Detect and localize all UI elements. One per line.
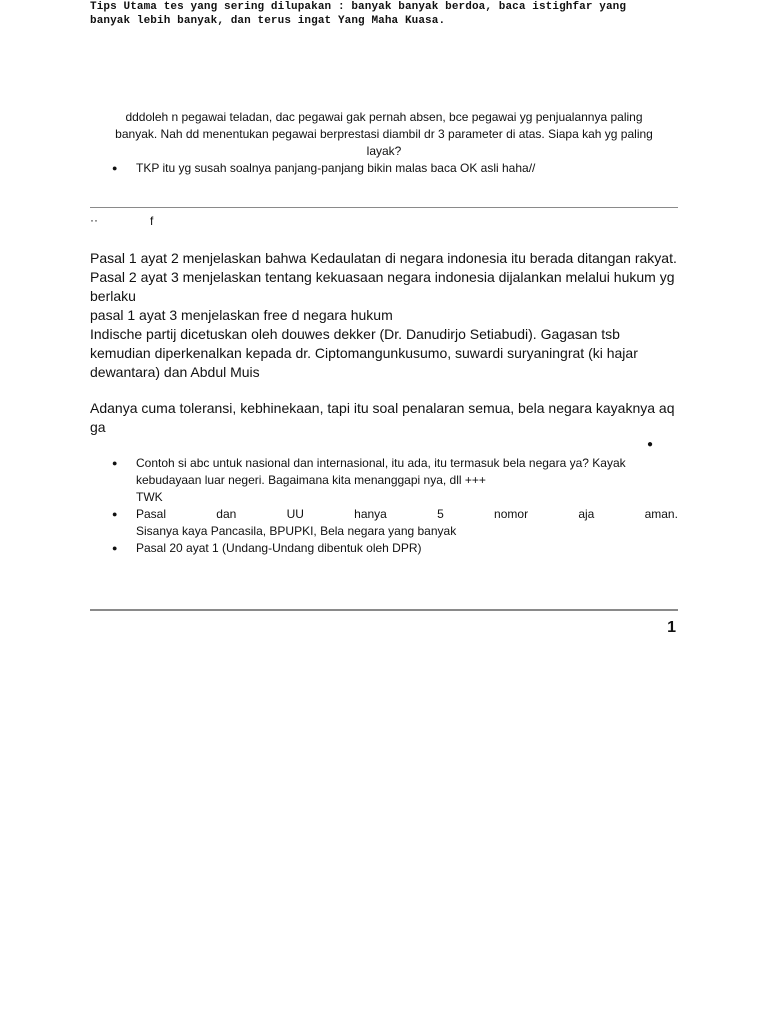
adanya-line-1: Adanya cuma toleransi, kebhinekaan, tapi itu soal penalaran semua, bela negara kayaknya aq <box>90 400 675 416</box>
adanya-paragraph <box>90 399 680 437</box>
tips-line-1: Tips Utama tes yang sering dilupakan : banyak banyak berdoa, baca istighfar yang <box>90 1 627 13</box>
stray-f-mark: f <box>150 214 154 228</box>
word: aman. <box>644 507 678 521</box>
list-item <box>112 506 678 540</box>
pasal-line-2: Pasal 2 ayat 3 menjelaskan tentang kekuasaan negara indonesia dijalankan melalui hukum yg <box>90 269 675 285</box>
tips-heading <box>90 0 690 28</box>
page-number: 1 <box>667 619 676 636</box>
list-item <box>112 455 678 506</box>
intro-line-3: layak? <box>366 144 402 158</box>
list-item-line: Contoh si abc untuk nasional dan internasional, itu ada, itu termasuk bela negara ya? Kayak <box>136 456 626 470</box>
list-item-line: kebudayaan luar negeri. Bagaimana kita menanggapi nya, dll +++ <box>136 473 486 487</box>
intro-line-1: dddoleh n pegawai teladan, dac pegawai gak pernah absen, bce pegawai yg penjualannya paling <box>125 110 643 124</box>
tkp-list <box>112 160 678 177</box>
intro-line-2: banyak. Nah dd menentukan pegawai berprestasi diambil dr 3 parameter di atas. Siapa kah yg paling <box>115 127 653 141</box>
tips-line-2: banyak lebih banyak, dan terus ingat Yang Maha Kuasa. <box>90 15 446 27</box>
pasal-line-5: Indische partij dicetuskan oleh douwes dekker (Dr. Danudirjo Setiabudi). Gagasan tsb <box>90 326 620 342</box>
word: hanya <box>354 507 387 521</box>
pasal-line-7: dewantara) dan Abdul Muis <box>90 364 260 380</box>
list-item <box>112 540 678 557</box>
pasal-line-6: kemudian diperkenalkan kepada dr. Ciptomangunkusumo, suwardi suryaningrat (ki hajar <box>90 345 638 361</box>
stray-dots-mark: ·· <box>90 213 98 227</box>
adanya-line-2: ga <box>90 419 106 435</box>
word: dan <box>216 507 237 521</box>
intro-paragraph <box>92 109 676 160</box>
pasal-paragraph <box>90 249 680 382</box>
divider-bottom <box>90 609 678 611</box>
list-item-line: Pasal 20 ayat 1 (Undang-Undang dibentuk oleh DPR) <box>136 541 422 555</box>
pasal-line-3: berlaku <box>90 288 136 304</box>
pasal-line-1: Pasal 1 ayat 2 menjelaskan bahwa Kedaulatan di negara indonesia itu berada ditangan rakyat. <box>90 250 677 266</box>
bullet-icon: ● <box>112 543 118 553</box>
list-item-line: TWK <box>136 490 163 504</box>
word: aja <box>578 507 595 521</box>
list-item-text: TKP itu yg susah soalnya panjang-panjang bikin malas baca OK asli haha// <box>136 161 536 175</box>
list-item <box>112 160 678 177</box>
word: nomor <box>494 507 529 521</box>
word: Pasal <box>136 507 167 521</box>
bullet-icon: ● <box>112 509 118 519</box>
lone-bullet-icon: ● <box>647 439 654 450</box>
bullet-icon: ● <box>112 163 118 173</box>
list-item-line: Sisanya kaya Pancasila, BPUPKI, Bela negara yang banyak <box>136 524 457 538</box>
word: 5 <box>437 507 444 521</box>
word: UU <box>286 507 304 521</box>
pasal-line-4: pasal 1 ayat 3 menjelaskan free d negara hukum <box>90 307 393 323</box>
divider-top <box>90 207 678 208</box>
bullet-icon: ● <box>112 458 118 468</box>
notes-list <box>112 455 678 557</box>
justified-line <box>136 506 678 523</box>
